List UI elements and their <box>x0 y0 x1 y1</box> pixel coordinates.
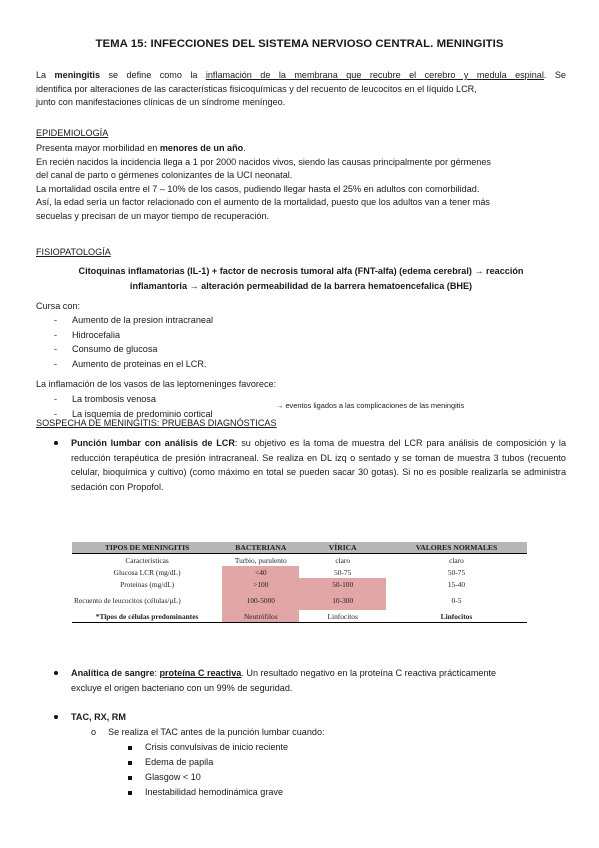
page-title: TEMA 15: INFECCIONES DEL SISTEMA NERVIOSO CENTRAL. MENINGITIS <box>95 38 504 50</box>
bullet-title: Punción lumbar con análisis de LCR <box>71 438 235 448</box>
fisiopatologia-summary <box>36 264 566 294</box>
list-item: - Aumento de proteinas en el LCR. <box>54 357 213 372</box>
epi-text: Presenta mayor morbilidad en <box>36 143 160 153</box>
intro-definition: inflamación de la membrana que recubre el cerebro y medula espinal <box>205 70 544 80</box>
table-cell: 100-5000 <box>222 590 299 610</box>
table-cell: <40 <box>222 566 299 578</box>
list-item: - La trombosis venosa <box>54 392 213 407</box>
subitem-text: Se realiza el TAC antes de la punción lumbar cuando: <box>108 727 325 737</box>
summary-line: Citoquinas inflamatorias (IL-1) + factor de necrosis tumoral alfa (FNT-alfa) (edema cerebral) → reacción <box>78 266 524 276</box>
circle-bullet-icon: o <box>91 727 97 737</box>
table-cell: claro <box>335 555 351 565</box>
bullet-highlight: proteína C reactiva <box>159 668 242 678</box>
section-heading-sospecha: SOSPECHA DE MENINGITIS: PRUEBAS DIAGNÓSTICAS <box>36 418 277 428</box>
table-header-row <box>72 542 527 554</box>
table-cell: 0-5 <box>451 595 462 605</box>
bullet-text: : su objetivo es la toma de muestra del LCR para análisis de composición y la reducción terapéutica de presión intracraneal. Se realiza en DL izq o sentado y se toman de muestra 3 tubos (recuento celular, bioquímica y cultivo) (como máximo en total se pueden sacar 30 gotas). Si no es posible realizarla se administra sedación con Propofol. <box>71 438 566 492</box>
epidemiologia-paragraph <box>36 142 566 224</box>
table-cell: >100 <box>222 578 299 590</box>
section-heading-epidemiologia: EPIDEMIOLOGÍA <box>36 128 109 138</box>
epi-highlight: menores de un año <box>159 143 244 153</box>
table-cell: 50-75 <box>334 567 352 577</box>
epi-line: secuelas y precisan de un mayor tiempo de recuperación. <box>36 210 270 221</box>
table-cell: Linfocitos <box>299 610 385 623</box>
table-cell: Características <box>125 555 169 565</box>
table-header: BACTERIANA <box>222 542 299 554</box>
bullet-icon <box>54 715 58 719</box>
intro-line: identifica por alteraciones de las características fisicoquímicas y del recuento de leucocitos en el líquido LCR, <box>36 83 477 94</box>
epi-line: La mortalidad oscila entre el 7 – 10% de los casos, pudiendo llegar hasta el 25% en adultos con comorbilidad. <box>36 183 480 194</box>
epi-text: . <box>243 143 246 153</box>
tac-criteria-list <box>128 740 288 800</box>
table-header: VÍRICA <box>299 542 385 554</box>
table-header: VALORES NORMALES <box>386 542 527 554</box>
bullet-title: Analítica de sangre <box>71 668 155 678</box>
epi-line: Así, la edad sería un factor relacionado con el aumento de la mortalidad, puesto que los adultos van a tener más <box>36 197 490 208</box>
table-row <box>72 566 527 578</box>
bullet-title: TAC, RX, RM <box>71 712 126 722</box>
intro-line: junto con manifestaciones clínicas de un síndrome meníngeo. <box>36 97 286 108</box>
table-cell: 10-300 <box>299 590 385 610</box>
list-item: Glasgow < 10 <box>128 770 288 785</box>
bullet-analitica <box>54 666 566 695</box>
cursa-label: Cursa con: <box>36 301 80 311</box>
list-item: Edema de papila <box>128 755 288 770</box>
section-heading-fisiopatologia: FISIOPATOLOGÍA <box>36 247 111 257</box>
table-cell: Turbio, purulento <box>234 555 287 565</box>
list-item: Crisis convulsivas de inicio reciente <box>128 740 288 755</box>
list-item: - Hidrocefalia <box>54 328 213 343</box>
table-row <box>72 554 527 567</box>
table-cell: 15-40 <box>447 579 466 589</box>
table-cell: Glucosa LCR (mg/dL) <box>113 567 181 577</box>
summary-line: inflamantoria → alteración permeabilidad de la barrera hematoencefalica (BHE) <box>129 281 473 291</box>
table-row <box>72 610 527 623</box>
bullet-icon <box>54 671 58 675</box>
intro-paragraph <box>36 69 566 110</box>
bullet-text: . Un resultado negativo en la proteína C reactiva prácticamente <box>241 668 497 678</box>
bullet-text: excluye el origen bacteriano con un 99% de seguridad. <box>71 682 293 693</box>
bullet-puncion <box>54 436 566 494</box>
table-cell: claro <box>449 555 464 565</box>
epi-line: En recién nacidos la incidencia llega a 1 por 2000 nacidos vivos, siendo las causas principalmente por gérmenes <box>36 156 491 167</box>
table-cell: Recuento de leucocitos (células/µL) <box>74 595 181 605</box>
intro-text: . Se <box>543 70 566 80</box>
bullet-tac <box>54 710 566 725</box>
vasos-list <box>54 392 213 421</box>
list-item: Inestabilidad hemodinámica grave <box>128 785 288 800</box>
table-cell: Neutrófilos <box>222 610 299 623</box>
bullet-icon <box>54 441 58 445</box>
table-cell: 50-75 <box>447 567 466 577</box>
intro-text: se define como la <box>100 70 206 80</box>
intro-term: meningitis <box>54 70 101 80</box>
bullet-text: : <box>154 668 160 678</box>
table-cell: Proteínas (mg/dL) <box>120 579 175 589</box>
table-row <box>72 590 527 610</box>
intro-text: La <box>36 70 55 80</box>
meningitis-table <box>72 542 527 623</box>
table-row <box>72 578 527 590</box>
table-cell: *Tipos de células predominantes <box>72 610 222 623</box>
list-item: - Aumento de la presion intracraneal <box>54 313 213 328</box>
cursa-list <box>54 313 213 371</box>
list-item: - Consumo de glucosa <box>54 342 213 357</box>
vasos-label: La inflamación de los vasos de las leptomeninges favorece: <box>36 379 277 389</box>
table-cell: Linfocitos <box>386 610 527 623</box>
epi-line: del canal de parto o gérmenes colonizantes de la UCI neonatal. <box>36 170 293 181</box>
complications-note: → eventos ligados a las complicaciones de las meningitis <box>276 401 465 410</box>
table-cell: 50-100 <box>299 578 385 590</box>
table-header: TIPOS DE MENINGITIS <box>72 542 222 554</box>
list-item: - La isquemia de predominio cortical <box>54 407 213 422</box>
